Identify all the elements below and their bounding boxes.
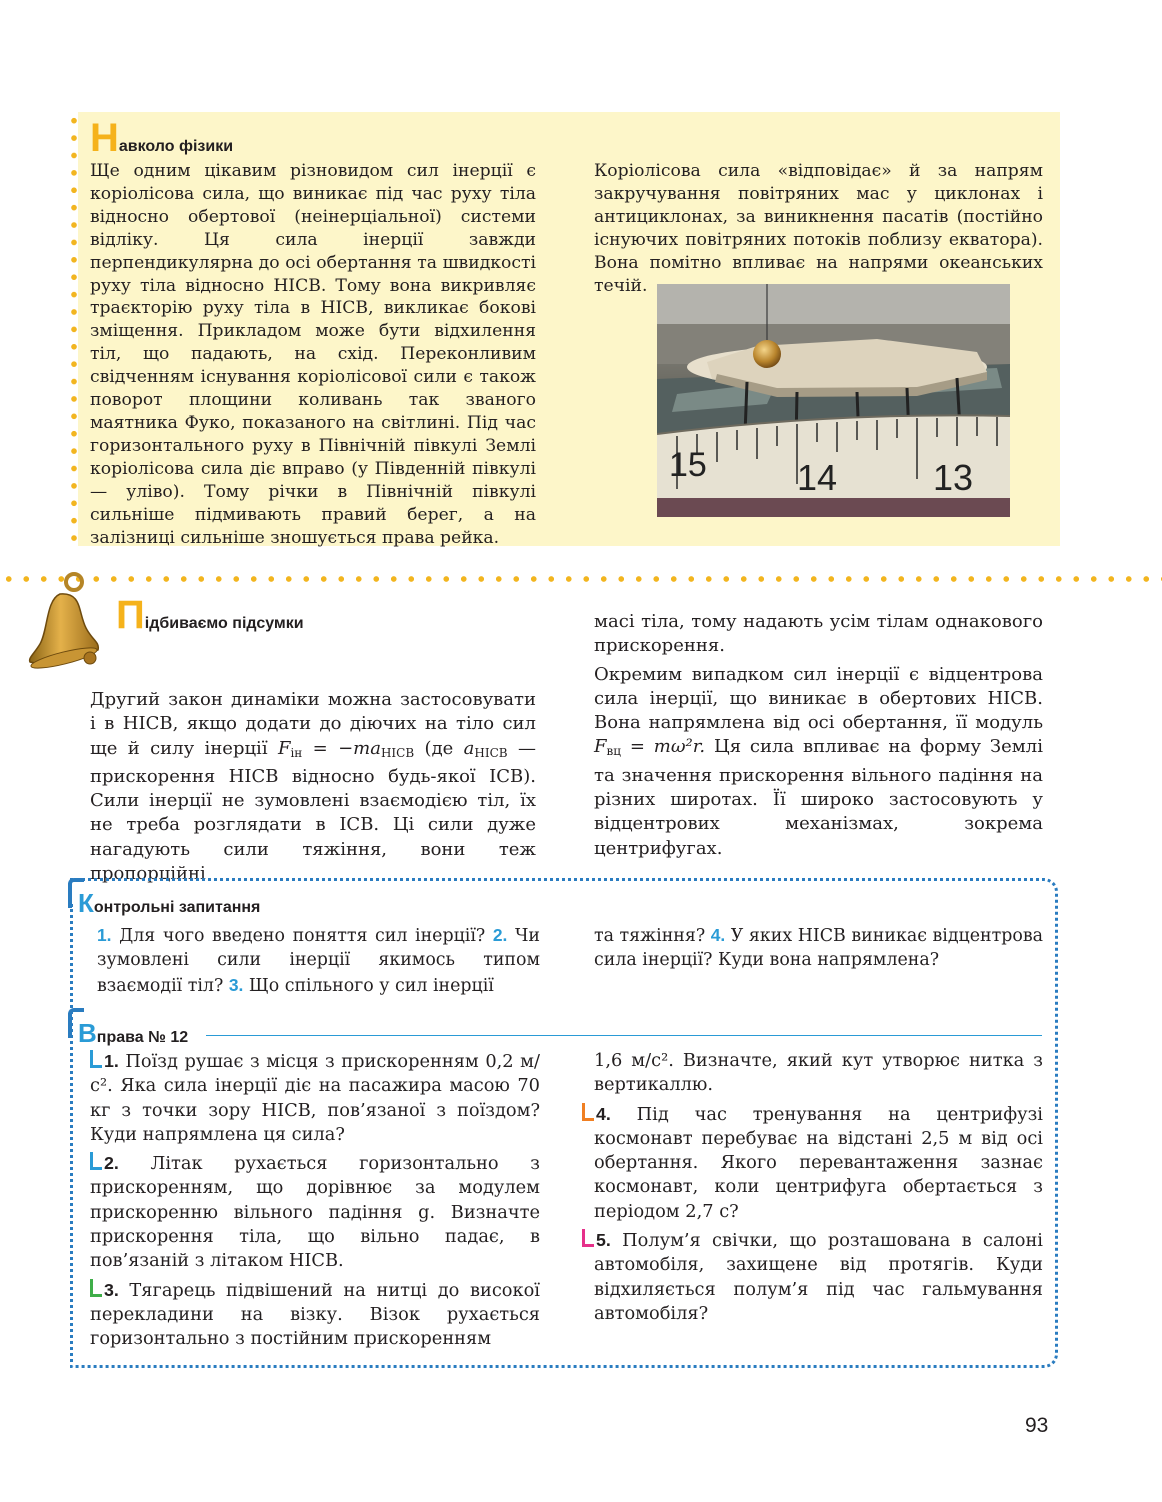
- around-physics-right-text: [594, 160, 1043, 297]
- control-questions-right: [594, 923, 1043, 973]
- scale-label: 15: [669, 446, 707, 484]
- title-text: авколо фізики: [118, 138, 234, 155]
- exercise-right-column: [594, 1049, 1043, 1326]
- formula-subscript: ін: [290, 745, 303, 760]
- title-text: онтрольні запитання: [93, 899, 261, 916]
- question-number: 1.: [97, 925, 112, 945]
- exercise-text: Під час тренування на центрифузі космонавт перебуває на відстані 2,5 м від осі обертання. Якого перевантаження зазнає космонавт, коли центрифуга обертається з періодом 2,7 с?: [594, 1103, 1043, 1222]
- question-text: Для чого введено поняття сил інерції?: [111, 926, 493, 946]
- level-marker-icon: [90, 1279, 102, 1297]
- title-text: права № 12: [96, 1029, 189, 1046]
- level-marker-icon: [582, 1103, 594, 1121]
- exercise-number: 2.: [104, 1153, 119, 1174]
- question-number: 4.: [710, 925, 726, 945]
- questions-box-left-border: [70, 904, 76, 1362]
- exercise-number: 5.: [596, 1230, 611, 1251]
- title-capital: Н: [90, 116, 119, 160]
- questions-paragraph: [97, 923, 540, 998]
- summary-title: [116, 593, 304, 637]
- control-questions-left: [97, 923, 540, 998]
- questions-paragraph: [594, 923, 1043, 973]
- summary-paragraph-1: [90, 688, 536, 886]
- level-marker-icon: [582, 1229, 594, 1247]
- text: Окремим випадком сил інерції є відцентрова сила інерції, що виникає в обертових НІСВ. Вона напрямлена від осі обертання, її модуль: [594, 663, 1043, 734]
- title-capital: К: [78, 888, 94, 918]
- exercise-left-column: [90, 1049, 540, 1352]
- exercise-text: Тягарець підвішений на нитці до високої перекладини на візку. Візок рухається горизонтально з постійним прискоренням: [90, 1279, 540, 1350]
- exercise-text-cont: 1,6 м/с². Визначте, який кут утворює нитка з вертикаллю.: [594, 1050, 1043, 1096]
- formula-subscript: НІСВ: [474, 745, 508, 760]
- inertia-force-formula: [278, 738, 414, 759]
- summary-right-text: [594, 610, 1043, 861]
- level-marker-icon: [90, 1050, 102, 1068]
- formula-body: = −ma: [302, 737, 381, 759]
- exercise-text: Літак рухається горизонтально з прискоренням, що дорівнює за модулем прискоренню вільного падіння g. Визначте прискорення тіла, що вільно падає, в пов’язаній з літаком НІСВ.: [90, 1153, 540, 1272]
- summary-paragraph-1-cont: масі тіла, тому надають усім тілам однакового прискорення.: [594, 611, 1043, 657]
- page-number: 93: [1025, 1414, 1049, 1437]
- question-text: та тяжіння?: [594, 926, 711, 946]
- exercise-number: 3.: [104, 1279, 119, 1300]
- around-physics-left-text: [90, 160, 536, 549]
- question-number: 2.: [492, 925, 508, 945]
- paragraph: Ще одним цікавим різновидом сил інерції є коріолісова сила, що виникає під час руху тіла відносно обертової (неінерціальної) системи відліку. Ця сила інерції завжди перпендикулярна до осі обертання та швидкості руху тіла відносно НІСВ. Тому вона викривляє траєкторію руху тіла в НІСВ, викликає бокові зміщення. Прикладом може бути відхилення тіл, що падають, на схід. Переконливим свідченням існування коріолісової сили є також поворот площини коливань так званого маятника Фуко, показаного на світлині. Під час горизонтального руху в Північній півкулі Землі коріолісова сила діє вправо (у Південній півкулі — уліво). Тому річки в Північній півкулі сильніше підмивають правий берег, а на залізниці сильніше зношується права рейка.: [90, 161, 536, 548]
- exercise-number: 4.: [596, 1103, 611, 1124]
- formula-body: = mω²r.: [620, 736, 706, 758]
- question-number: 3.: [228, 974, 244, 995]
- exercise-item: [90, 1049, 540, 1147]
- exercise-title: [78, 1020, 188, 1047]
- level-marker-icon: [90, 1152, 102, 1170]
- question-text: Чи зумовлені сили інерції якимось типом взаємодії тіл?: [97, 926, 541, 996]
- exercise-item: [90, 1151, 540, 1273]
- formula-subscript: НІСВ: [380, 745, 415, 760]
- dotted-border-horizontal: [0, 574, 1162, 584]
- summary-paragraph-2: [594, 663, 1043, 861]
- title-text: ідбиваємо підсумки: [144, 615, 304, 632]
- exercise-item: [90, 1278, 540, 1352]
- control-questions-title: [78, 890, 260, 917]
- centrifugal-force-formula: [594, 736, 705, 757]
- bell-icon: [26, 570, 106, 674]
- foucault-pendulum-photo: [657, 284, 1010, 517]
- formula-symbol: a: [463, 737, 475, 759]
- scale-label: 13: [933, 457, 974, 498]
- scale-label: 14: [797, 457, 838, 498]
- text: (де: [414, 737, 464, 759]
- paragraph: Коріолісова сила «відповідає» й за напрям закручування повітряних мас у циклонах і антициклонах, за виникнення пасатів (постійно існуючих повітряних потоків поблизу екватора). Вона помітно впливає на напрями океанських течій.: [594, 161, 1043, 296]
- text: — прискорення НІСВ відносно будь-якої ІСВ). Сили інерції не зумовлені взаємодією тіл, їх не треба розглядати в ІСВ. Ці сили дуже нагадують сили тяжіння, вони теж пропорційні: [90, 737, 536, 885]
- formula-symbol: F: [277, 737, 291, 759]
- dotted-border-vertical: [70, 112, 78, 552]
- summary-left-text: [90, 688, 536, 886]
- exercise-text: Полум’я свічки, що розташована в салоні автомобіля, захищене від протягів. Куди відхиляється полум’я під час гальмування автомобіля?: [594, 1230, 1043, 1324]
- formula-subscript: вц: [606, 744, 621, 759]
- exercise-title-rule: [206, 1035, 1042, 1036]
- title-capital: В: [78, 1018, 97, 1048]
- question-text: Що спільного у сил інерції: [243, 975, 494, 996]
- exercise-text: Поїзд рушає з місця з прискоренням 0,2 м/с². Яка сила інерції діє на пасажира масою 70 кг з точки зору НІСВ, пов’язаної з поїздом? Куди напрямлена ця сила?: [90, 1051, 540, 1145]
- text: Другий закон динаміки можна застосовувати і в НІСВ, якщо додати до діючих на тіло сил ще й силу інерції: [90, 689, 536, 759]
- text: Ця сила впливає на форму Землі та значення прискорення вільного падіння на різних широтах. Її широко застосовують у відцентрових механізмах, зокрема центрифугах.: [594, 736, 1043, 859]
- formula-symbol: F: [594, 736, 607, 758]
- exercise-item: [594, 1228, 1043, 1326]
- question-text: У яких НІСВ виникає відцентрова сила інерції? Куди вона напрямлена?: [594, 926, 1043, 971]
- exercise-item: [594, 1102, 1043, 1224]
- title-capital: П: [116, 593, 145, 637]
- around-physics-title: [90, 116, 234, 160]
- exercise-number: 1.: [104, 1051, 119, 1071]
